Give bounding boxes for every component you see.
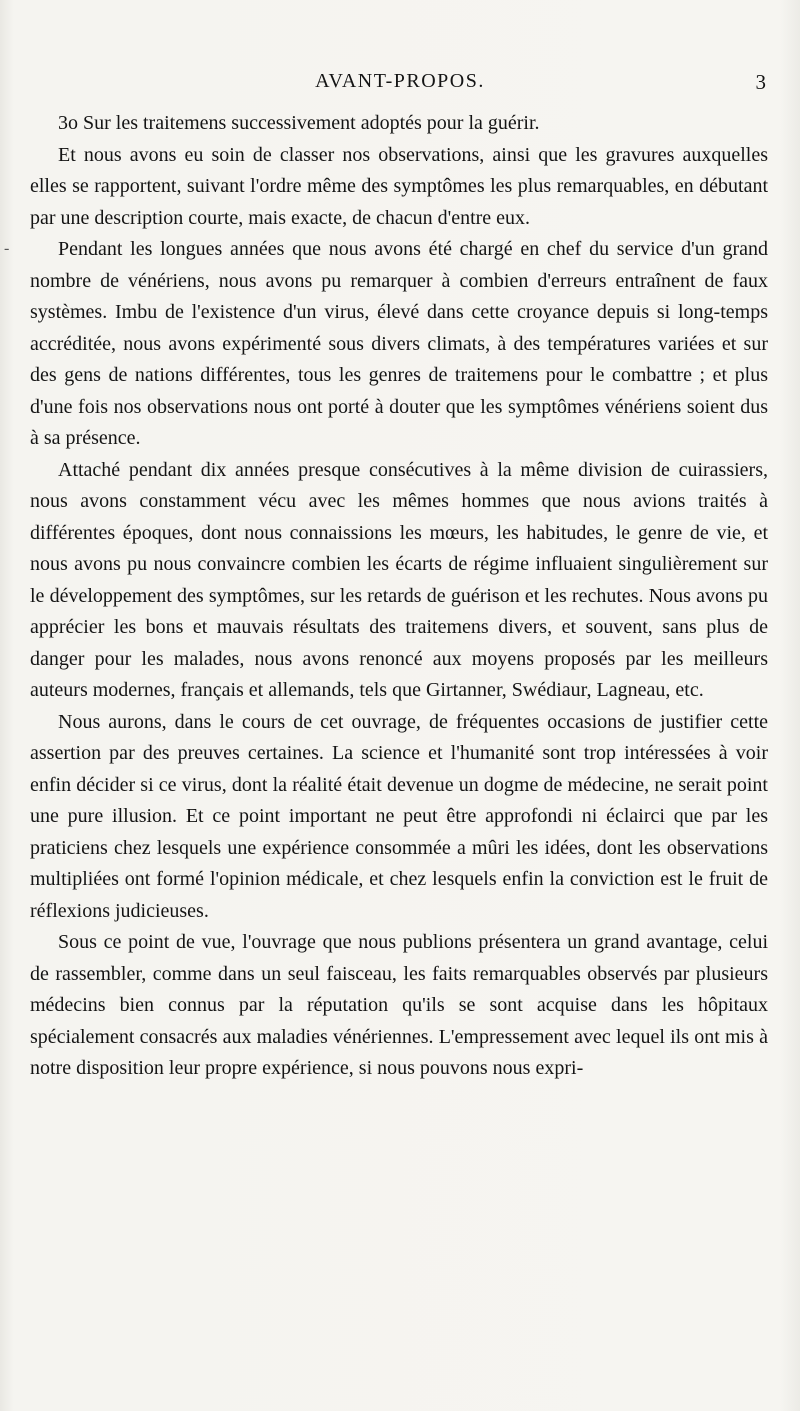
paragraph-1: 3o Sur les traitemens successivement adoptés pour la guérir.: [58, 112, 540, 134]
page-body: [30, 108, 768, 1085]
margin-mark: -: [4, 240, 10, 257]
paragraph-2: Et nous avons eu soin de classer nos observations, ainsi que les gravures auxquelles elles se rapportent, suivant l'ordre même des symptômes les plus remarquables, en débutant par une description courte, mais exacte, de chacun d'entre eux.: [30, 143, 768, 229]
running-title: AVANT-PROPOS.: [315, 70, 485, 92]
paragraph-3: Pendant les longues années que nous avons été chargé en chef du service d'un grand nombre de vénériens, nous avons pu remarquer à combien d'erreurs entraînent de faux systèmes. Imbu de l'existence d'un virus, élevé dans cette croyance depuis si long-temps accréditée, nous avons expérimenté sous divers climats, à des températures variées et sur des gens de nations différentes, tous les genres de traitemens pour le combattre ; et plus d'une fois nos observations nous ont porté à douter que les symptômes vénériens soient dus à sa présence.: [30, 238, 768, 449]
paragraph-6: Sous ce point de vue, l'ouvrage que nous publions présentera un grand avantage, celui de rassembler, comme dans un seul faisceau, les faits remarquables observés par plusieurs médecins bien connus par la réputation qu'ils se sont acquise dans les hôpitaux spécialement consacrés aux maladies vénériennes. L'empressement avec lequel ils ont mis à notre disposition leur propre expérience, si nous pouvons nous expri-: [30, 931, 768, 1079]
paragraph-5: Nous aurons, dans le cours de cet ouvrage, de fréquentes occasions de justifier cette assertion par des preuves certaines. La science et l'humanité sont trop intéressées à voir enfin décider si ce virus, dont la réalité était devenue un dogme de médecine, ne serait point une pure illusion. Et ce point important ne peut être approfondi ni éclairci que par les praticiens chez lesquels une expérience consommée a mûri les idées, dont les observations multipliées ont formé l'opinion médicale, et chez lesquels enfin la conviction est le fruit de réflexions judicieuses.: [30, 710, 768, 922]
page-number: 3: [755, 70, 766, 94]
paragraph-4: Attaché pendant dix années presque consécutives à la même division de cuirassiers, nous avons constamment vécu avec les mêmes hommes que nous avions traités à différentes époques, dont nous connaissions les mœurs, les habitudes, le genre de vie, et nous avons pu nous convaincre combien les écarts de régime influaient singulièrement sur le développement des symptômes, sur les retards de guérison et les rechutes. Nous avons pu apprécier les bons et mauvais résultats des traitemens divers, et souvent, sans plus de danger pour les malades, nous avons renoncé aux moyens proposés par les meilleurs auteurs modernes, français et allemands, tels que Girtanner, Swédiaur, Lagneau, etc.: [30, 458, 768, 701]
page-header: [30, 70, 770, 100]
